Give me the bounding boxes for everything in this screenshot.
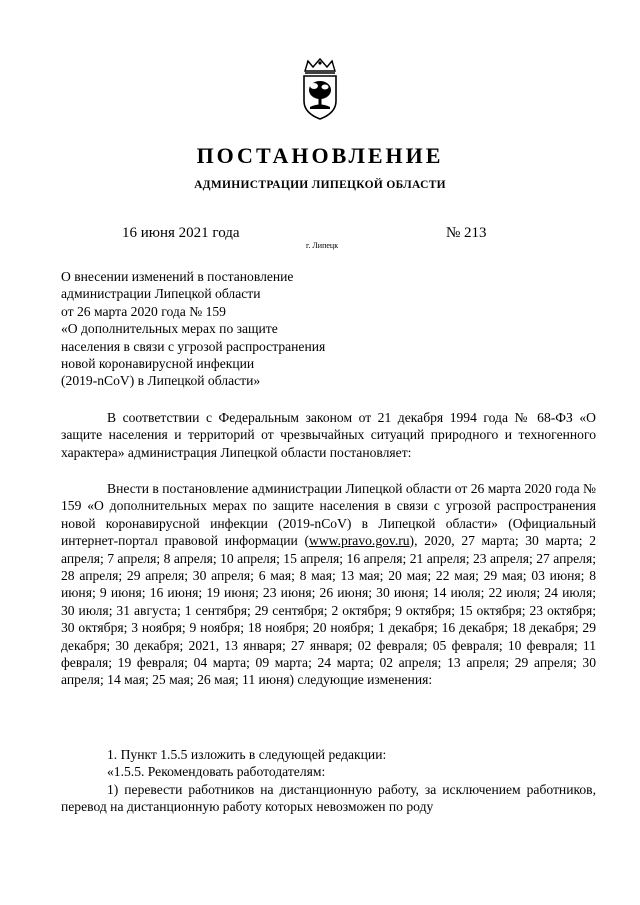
document-title: ПОСТАНОВЛЕНИЕ — [196, 143, 444, 168]
reference-line: (2019-nCoV) в Липецкой области» — [61, 373, 261, 389]
amendment-item-1: 1. Пункт 1.5.5 изложить в следующей редакции: — [107, 747, 387, 762]
issuer-subtitle: АДМИНИСТРАЦИИ ЛИПЕЦКОЙ ОБЛАСТИ — [194, 179, 446, 191]
amendments-block — [61, 746, 596, 816]
document-date: 16 июня 2021 года — [122, 225, 240, 241]
preamble-paragraph: В соответствии с Федеральным законом от 21 декабря 1994 года № 68-ФЗ «О защите населения и территорий от чрезвычайных ситуаций природного и техногенного характера» администрация Липецкой области постановляет: — [61, 410, 596, 460]
main-text-after-link: ), 2020, 27 марта; 30 марта; 2 апреля; 7 апреля; 8 апреля; 10 апреля; 15 апреля; 16 апреля; 21 апреля; 23 апреля; 27 апреля; 28 апреля; 29 апреля; 30 апреля; 6 мая; 8 мая; 13 мая; 20 мая; 22 мая; 29 мая; 03 июня; 8 июня; 9 июня; 16 июня; 19 июня; 23 июня; 26 июня; 30 июня; 14 июля; 22 июля; 24 июля; 30 июля; 31 августа; 1 сентября; 29 сентября; 2 октября; 9 октября; 15 октября; 23 октября; 30 октября; 3 ноября; 9 ноября; 18 ноября; 20 ноября; 1 декабря; 16 декабря; 18 декабря; 29 декабря; 30 декабря; 2021, 13 января; 27 января; 02 февраля; 05 февраля; 10 февраля; 11 февраля; 19 февраля; 04 марта; 09 марта; 24 марта; 02 апреля; 13 апреля; 29 апреля; 30 апреля; 14 мая; 25 мая; 26 мая; 11 июня) следующие изменения: — [61, 533, 596, 688]
reference-line: администрации Липецкой области — [61, 286, 261, 302]
reference-line: «О дополнительных мерах по защите — [61, 321, 278, 337]
reference-line: О внесении изменений в постановление — [61, 269, 294, 284]
main-paragraph — [61, 480, 596, 689]
amendment-item-2: «1.5.5. Рекомендовать работодателям: — [107, 764, 326, 780]
main-text-before-link: Внести в постановление администрации Липецкой области от 26 марта 2020 года № 159 «О дополнительных мерах по защите населения в связи с угрозой распространения новой коронавирусной инфекции (2019-nCoV) в Липецкой области» (Официальный интернет-портал правовой информации ( — [61, 481, 596, 549]
reference-block — [61, 268, 325, 390]
lipetsk-coat-of-arms-icon — [295, 57, 345, 121]
reference-line: от 26 марта 2020 года № 159 — [61, 303, 226, 319]
document-number: № 213 — [446, 225, 487, 241]
reference-line: населения в связи с угрозой распространения — [61, 338, 326, 354]
reference-line: новой коронавирусной инфекции — [61, 356, 255, 372]
pravo-link[interactable]: www.pravo.gov.ru — [309, 533, 410, 549]
amendment-item-3: 1) перевести работников на дистанционную работу, за исключением работников, перевод на дистанционную работу которых невозможен по роду — [61, 781, 596, 815]
document-city: г. Липецк — [306, 241, 339, 250]
